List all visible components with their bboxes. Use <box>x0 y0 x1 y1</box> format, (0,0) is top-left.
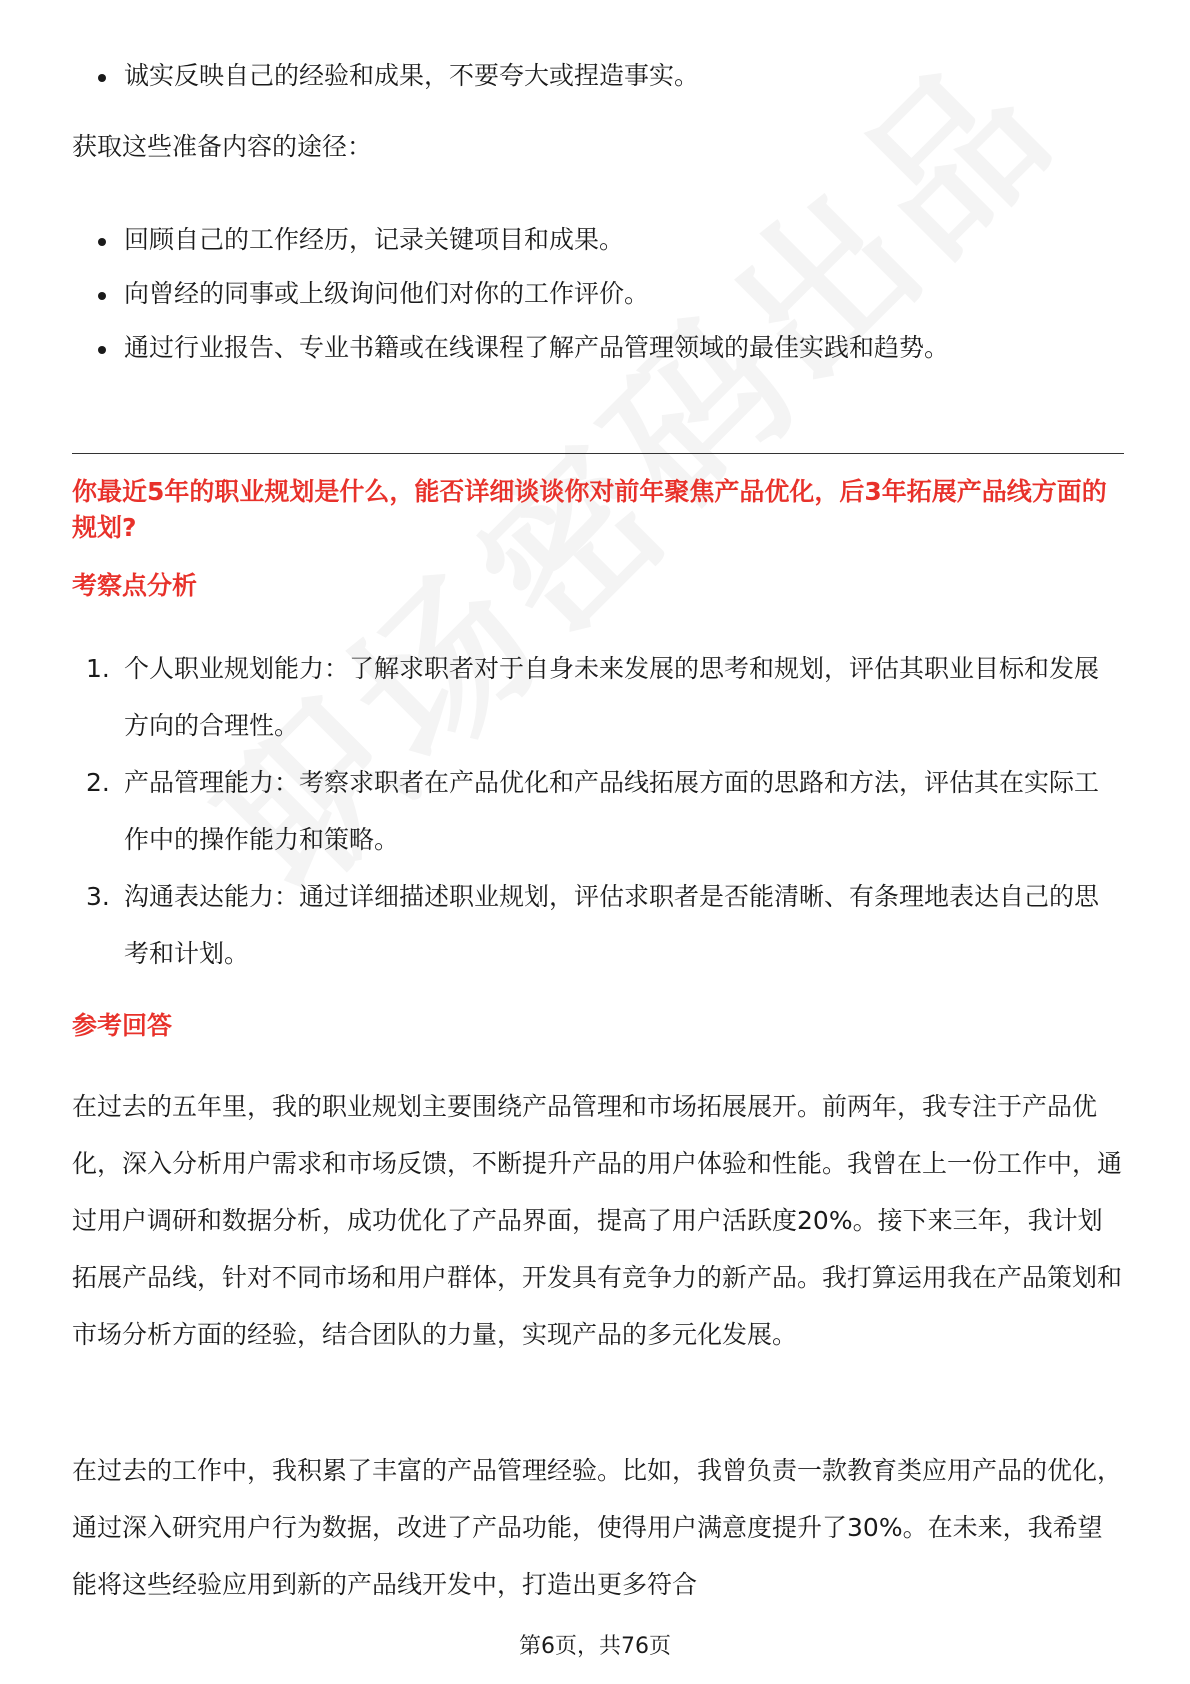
list-item-text: 沟通表达能力：通过详细描述职业规划，评估求职者是否能清晰、有条理地表达自己的思考和计划。 <box>124 882 1100 968</box>
page-footer: 第6页，共76页 <box>519 1634 671 1659</box>
source-bullet-list <box>72 222 1122 384</box>
top-bullet-list <box>72 58 1122 116</box>
list-item-text: 产品管理能力：考察求职者在产品优化和产品线拓展方面的思路和方法，评估其在实际工作中的操作能力和策略。 <box>124 768 1100 854</box>
list-item <box>72 868 1122 982</box>
answer-paragraph: 在过去的工作中，我积累了丰富的产品管理经验。比如，我曾负责一款教育类应用产品的优化，通过深入研究用户行为数据，改进了产品功能，使得用户满意度提升了30%。在未来，我希望能将这些经验应用到新的产品线开发中，打造出更多符合 <box>72 1456 1123 1599</box>
question-heading: 你最近5年的职业规划是什么，能否详细谈谈你对前年聚焦产品优化，后3年拓展产品线方面的规划? <box>72 477 1107 542</box>
list-item <box>72 640 1122 754</box>
list-item: 诚实反映自己的经验和成果，不要夸大或捏造事实。 <box>72 58 1122 116</box>
list-item-text: 个人职业规划能力：了解求职者对于自身未来发展的思考和规划，评估其职业目标和发展方向的合理性。 <box>124 654 1100 740</box>
list-item: 通过行业报告、专业书籍或在线课程了解产品管理领域的最佳实践和趋势。 <box>72 330 1122 384</box>
analysis-heading: 考察点分析 <box>72 571 198 600</box>
section-divider <box>72 453 1124 454</box>
analysis-list <box>72 640 1122 982</box>
list-number: 3. <box>86 882 110 911</box>
list-number: 2. <box>86 768 110 797</box>
list-item: 回顾自己的工作经历，记录关键项目和成果。 <box>72 222 1122 276</box>
list-number: 1. <box>86 654 110 683</box>
list-item <box>72 754 1122 868</box>
answer-heading: 参考回答 <box>72 1011 173 1040</box>
sources-intro: 获取这些准备内容的途径： <box>72 132 373 161</box>
list-item: 向曾经的同事或上级询问他们对你的工作评价。 <box>72 276 1122 330</box>
answer-paragraph: 在过去的五年里，我的职业规划主要围绕产品管理和市场拓展展开。前两年，我专注于产品优化，深入分析用户需求和市场反馈，不断提升产品的用户体验和性能。我曾在上一份工作中，通过用户调研和数据分析，成功优化了产品界面，提高了用户活跃度20%。接下来三年，我计划拓展产品线，针对不同市场和用户群体，开发具有竞争力的新产品。我打算运用我在产品策划和市场分析方面的经验，结合团队的力量，实现产品的多元化发展。 <box>72 1092 1123 1349</box>
